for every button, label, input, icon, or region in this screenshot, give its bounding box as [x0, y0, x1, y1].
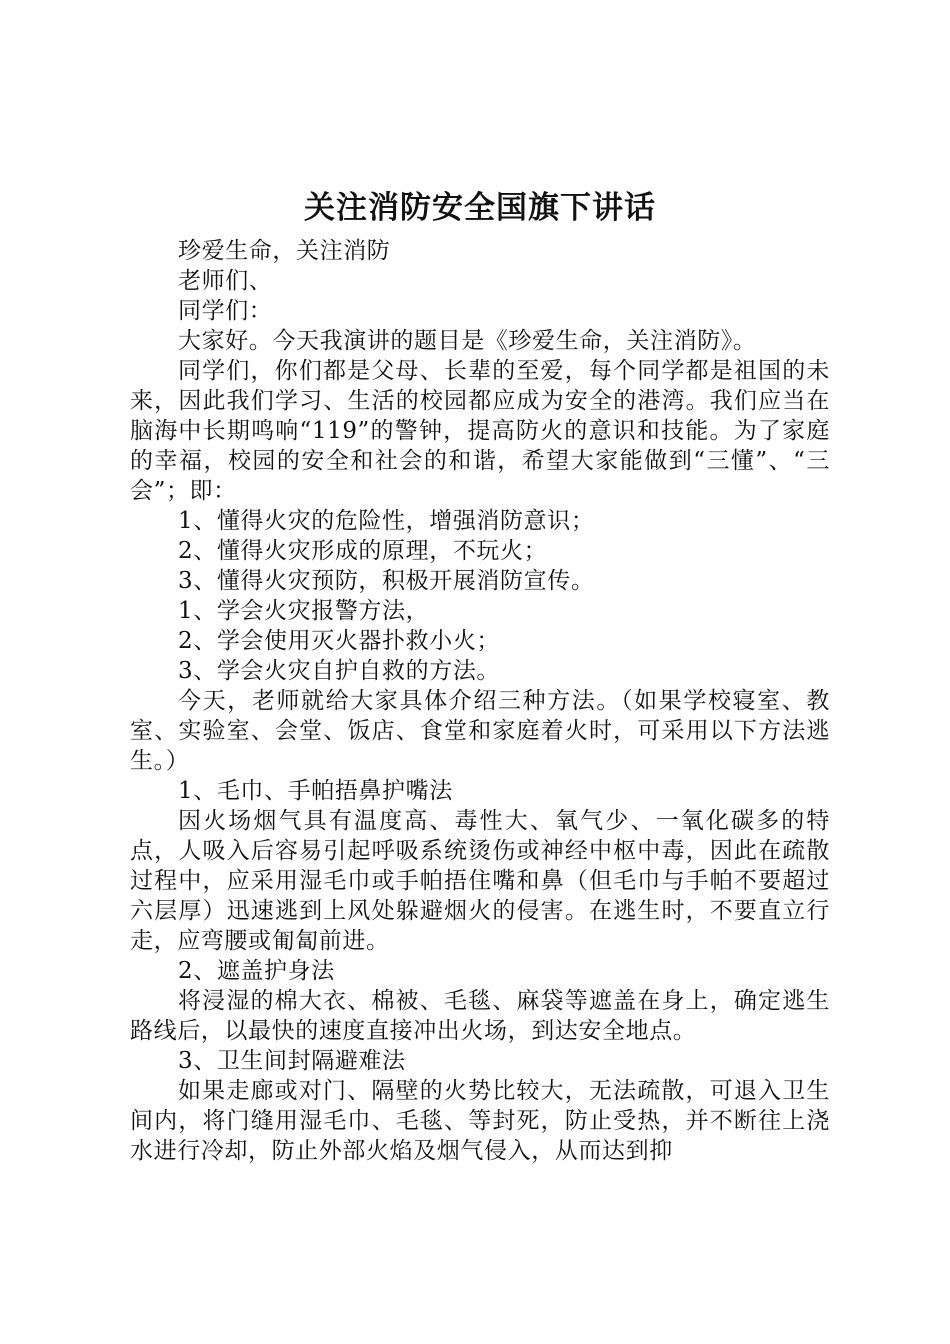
section-heading: 2、遮盖护身法 [178, 958, 335, 984]
paragraph-intro: 大家好。今天我演讲的题目是《珍爱生命，关注消防》。 [178, 328, 757, 354]
paragraph-greeting-students: 同学们： [178, 298, 273, 324]
paragraph-body: 同学们，你们都是父母、长辈的至爱，每个同学都是祖国的未来，因此我们学习、生活的校园都应成为安全的港湾。我们应当在脑海中长期鸣响“119”的警钟，提高防火的意识和技能。为了家庭的幸福，校园的安全和社会的和谐，希望大家能做到“三懂”、“三会”；即： [130, 358, 830, 504]
document-title: 关注消防安全国旗下讲话 [304, 190, 656, 226]
section-heading: 1、毛巾、手帕捂鼻护嘴法 [178, 778, 453, 804]
list-item: 2、懂得火灾形成的原理，不玩火； [178, 538, 548, 564]
paragraph-greeting-teachers: 老师们、 [178, 268, 273, 294]
list-item: 1、懂得火灾的危险性，增强消防意识； [178, 508, 595, 534]
document-body [130, 236, 830, 1166]
paragraph-body: 因火场烟气具有温度高、毒性大、氧气少、一氧化碳多的特点，人吸入后容易引起呼吸系统烫伤或神经中枢中毒，因此在疏散过程中，应采用湿毛巾或手帕捂住嘴和鼻（但毛巾与手帕不要超过六层厚）迅速逃到上风处躲避烟火的侵害。在逃生时，不要直立行走，应弯腰或匍匐前进。 [130, 808, 830, 954]
list-item: 3、懂得火灾预防，积极开展消防宣传。 [178, 568, 595, 594]
paragraph-body: 将浸湿的棉大衣、棉被、毛毯、麻袋等遮盖在身上，确定逃生路线后，以最快的速度直接冲出火场，到达安全地点。 [130, 988, 830, 1044]
paragraph-body: 今天，老师就给大家具体介绍三种方法。（如果学校寝室、教室、实验室、会堂、饭店、食堂和家庭着火时，可采用以下方法逃生。） [130, 688, 830, 774]
paragraph-subtitle: 珍爱生命，关注消防 [178, 238, 391, 264]
section-heading: 3、卫生间封隔避难法 [178, 1048, 406, 1074]
list-item: 1、学会火灾报警方法， [178, 598, 430, 624]
list-item: 3、学会火灾自护自救的方法。 [178, 658, 501, 684]
paragraph-body: 如果走廊或对门、隔壁的火势比较大，无法疏散，可退入卫生间内，将门缝用湿毛巾、毛毯、等封死，防止受热，并不断往上浇水进行冷却，防止外部火焰及烟气侵入，从而达到抑 [130, 1078, 830, 1164]
document-page [130, 186, 830, 1166]
list-item: 2、学会使用灭火器扑救小火； [178, 628, 501, 654]
